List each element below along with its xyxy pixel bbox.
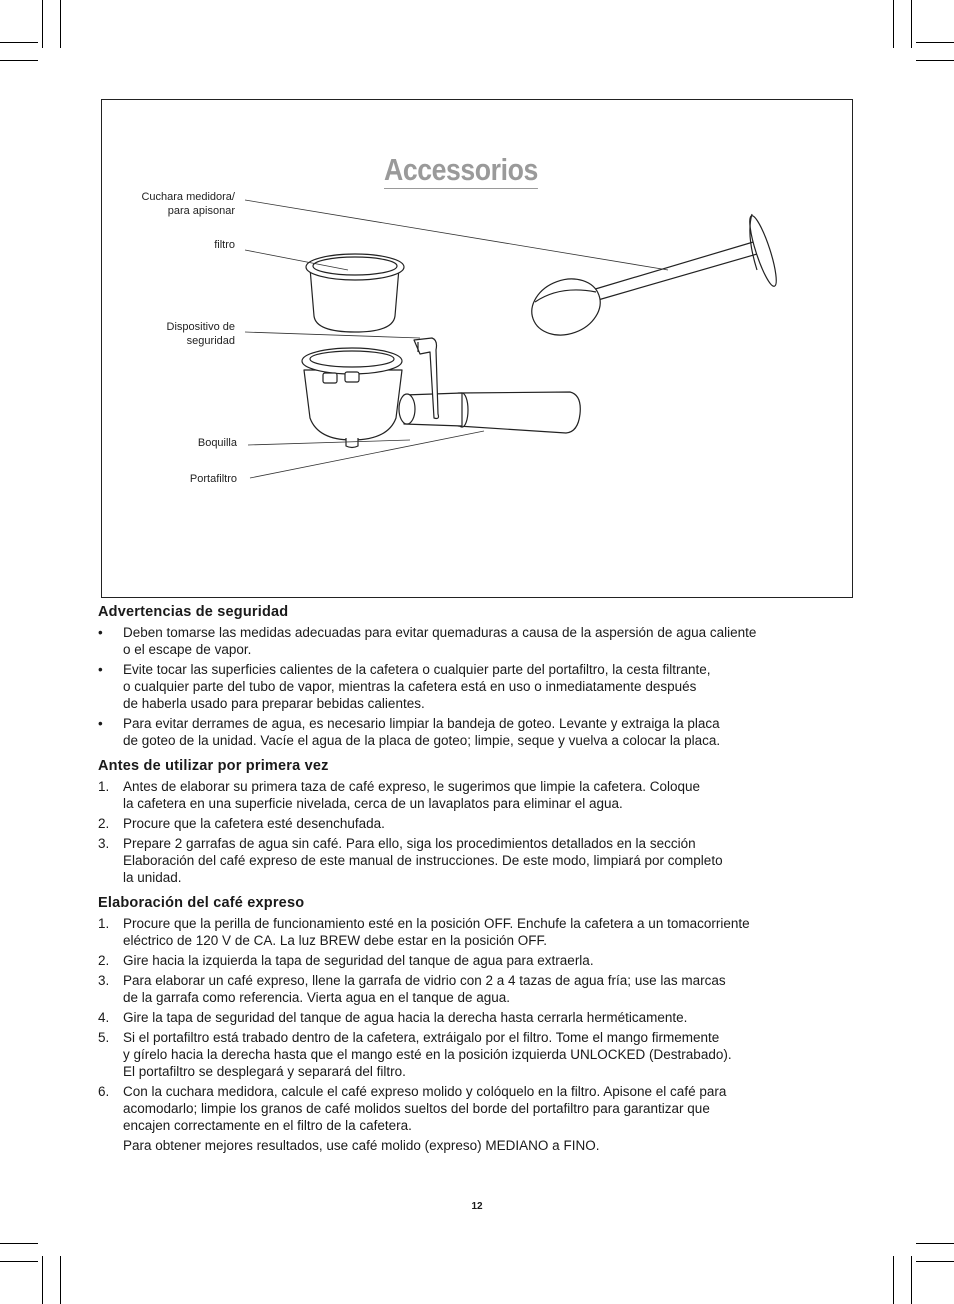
list-item [98, 1083, 858, 1154]
bullet-marker: • [98, 625, 103, 640]
list-line: Para evitar derrames de agua, es necesario limpiar la bandeja de goteo. Levante y extraiga la placa [123, 716, 720, 731]
brewing-list [98, 915, 858, 1154]
list-item [98, 624, 858, 658]
list-item [98, 778, 858, 812]
list-line: la unidad. [123, 870, 182, 885]
portafilter-body-drawing [302, 348, 402, 448]
number-marker: 1. [98, 916, 110, 931]
list-line: de la garrafa como referencia. Vierta agua en el tanque de agua. [123, 990, 511, 1005]
crop-mark [0, 1261, 38, 1262]
section-heading-safety: Advertencias de seguridad [98, 604, 289, 620]
number-marker: 3. [98, 836, 110, 851]
list-item [98, 835, 858, 886]
figure-title: Accessorios [384, 152, 538, 187]
callout-filter [90, 238, 235, 252]
crop-mark [42, 1256, 43, 1304]
list-line: Gire la tapa de seguridad del tanque de agua hacia la derecha hasta cerrarla herméticamente. [123, 1010, 688, 1025]
callout-line: Cuchara medidora/ [141, 191, 235, 203]
number-marker: 4. [98, 1010, 110, 1025]
list-item [98, 1029, 858, 1080]
page-number: 12 [471, 1201, 483, 1212]
list-line: encajen correctamente en el filtro de la cafetera. [123, 1118, 412, 1133]
list-item [98, 915, 858, 949]
crop-mark [916, 1243, 954, 1244]
callout-line: filtro [214, 239, 235, 251]
list-line: Para elaborar un café expreso, llene la garrafa de vidrio con 2 a 4 tazas de agua fría; use las marcas [123, 973, 726, 988]
callout-spout [90, 436, 237, 450]
section-heading-brewing: Elaboración del café expreso [98, 895, 305, 911]
list-line: eléctrico de 120 V de CA. La luz BREW debe estar en la posición OFF. [123, 933, 547, 948]
callout-line: Dispositivo de [166, 321, 235, 333]
list-line: Antes de elaborar su primera taza de café expreso, le sugerimos que limpie la cafetera. Coloque [123, 779, 701, 794]
portafilter-handle-drawing [399, 392, 580, 433]
number-marker: 5. [98, 1030, 110, 1045]
list-item [98, 715, 858, 749]
list-line: Procure que la perilla de funcionamiento esté en la posición OFF. Enchufe la cafetera a un tomacorriente [123, 916, 750, 931]
number-marker: 2. [98, 953, 110, 968]
list-line: Procure que la cafetera esté desenchufada. [123, 816, 385, 831]
callout-portafilter [90, 472, 237, 486]
instructions-content [98, 604, 858, 1163]
list-line: Evite tocar las superficies calientes de la cafetera o cualquier parte del portafiltro, la cesta filtrante, [123, 662, 711, 677]
number-marker: 3. [98, 973, 110, 988]
list-line: la cafetera en una superficie nivelada, cerca de un lavaplatos para eliminar el agua. [123, 796, 623, 811]
list-item [98, 815, 858, 832]
measuring-scoop-drawing [524, 214, 781, 345]
list-line: Elaboración del café expreso de este manual de instrucciones. De este modo, limpiará por completo [123, 853, 723, 868]
list-note: Para obtener mejores resultados, use café molido (expreso) MEDIANO a FINO. [123, 1138, 600, 1153]
callout-line: Portafiltro [189, 473, 237, 485]
list-line: Si el portafiltro está trabado dentro de la cafetera, extráigalo por el filtro. Tome el mango firmemente [123, 1030, 720, 1045]
list-item [98, 661, 858, 712]
list-item [98, 972, 858, 1006]
list-line: o el escape de vapor. [123, 642, 252, 657]
safety-list [98, 624, 858, 749]
section-heading-before-first-use: Antes de utilizar por primera vez [98, 758, 329, 774]
list-line: Gire hacia la izquierda la tapa de seguridad del tanque de agua para extraerla. [123, 953, 594, 968]
list-line: y gírelo hacia la derecha hasta que el mango esté en la posición izquierda UNLOCKED (Destrabado). [123, 1047, 732, 1062]
number-marker: 2. [98, 816, 110, 831]
bullet-marker: • [98, 716, 103, 731]
bullet-marker: • [98, 662, 103, 677]
callout-measuring-scoop [90, 190, 235, 218]
list-line: Deben tomarse las medidas adecuadas para evitar quemaduras a causa de la aspersión de agua caliente [123, 625, 757, 640]
list-line: de goteo de la unidad. Vacíe el agua de la placa de goteo; limpie, seque y vuelva a colocar la placa. [123, 733, 721, 748]
callout-line: para apisonar [167, 205, 235, 217]
list-line: Con la cuchara medidora, calcule el café expreso molido y colóquelo en la filtro. Apisone el café para [123, 1084, 727, 1099]
callout-line: seguridad [186, 335, 235, 347]
list-line: El portafiltro se desplegará y separará del filtro. [123, 1064, 406, 1079]
list-line: Prepare 2 garrafas de agua sin café. Para ello, siga los procedimientos detallados en la sección [123, 836, 696, 851]
crop-mark [60, 1256, 61, 1304]
list-line: o cualquier parte del tubo de vapor, mientras la cafetera está en uso o inmediatamente después [123, 679, 697, 694]
number-marker: 1. [98, 779, 110, 794]
accessories-illustration [0, 0, 954, 620]
list-line: acomodarlo; limpie los granos de café molidos sueltos del borde del portafiltro para garantizar que [123, 1101, 710, 1116]
crop-mark [893, 1256, 894, 1304]
filter-basket-drawing [306, 254, 404, 332]
callout-line: Boquilla [197, 437, 237, 449]
list-line: de haberla usado para preparar bebidas calientes. [123, 696, 425, 711]
crop-mark [911, 1256, 912, 1304]
list-item [98, 952, 858, 969]
crop-mark [0, 1243, 38, 1244]
callout-safety-device [90, 320, 235, 348]
number-marker: 6. [98, 1084, 110, 1099]
list-item [98, 1009, 858, 1026]
before-first-use-list [98, 778, 858, 886]
crop-mark [916, 1261, 954, 1262]
